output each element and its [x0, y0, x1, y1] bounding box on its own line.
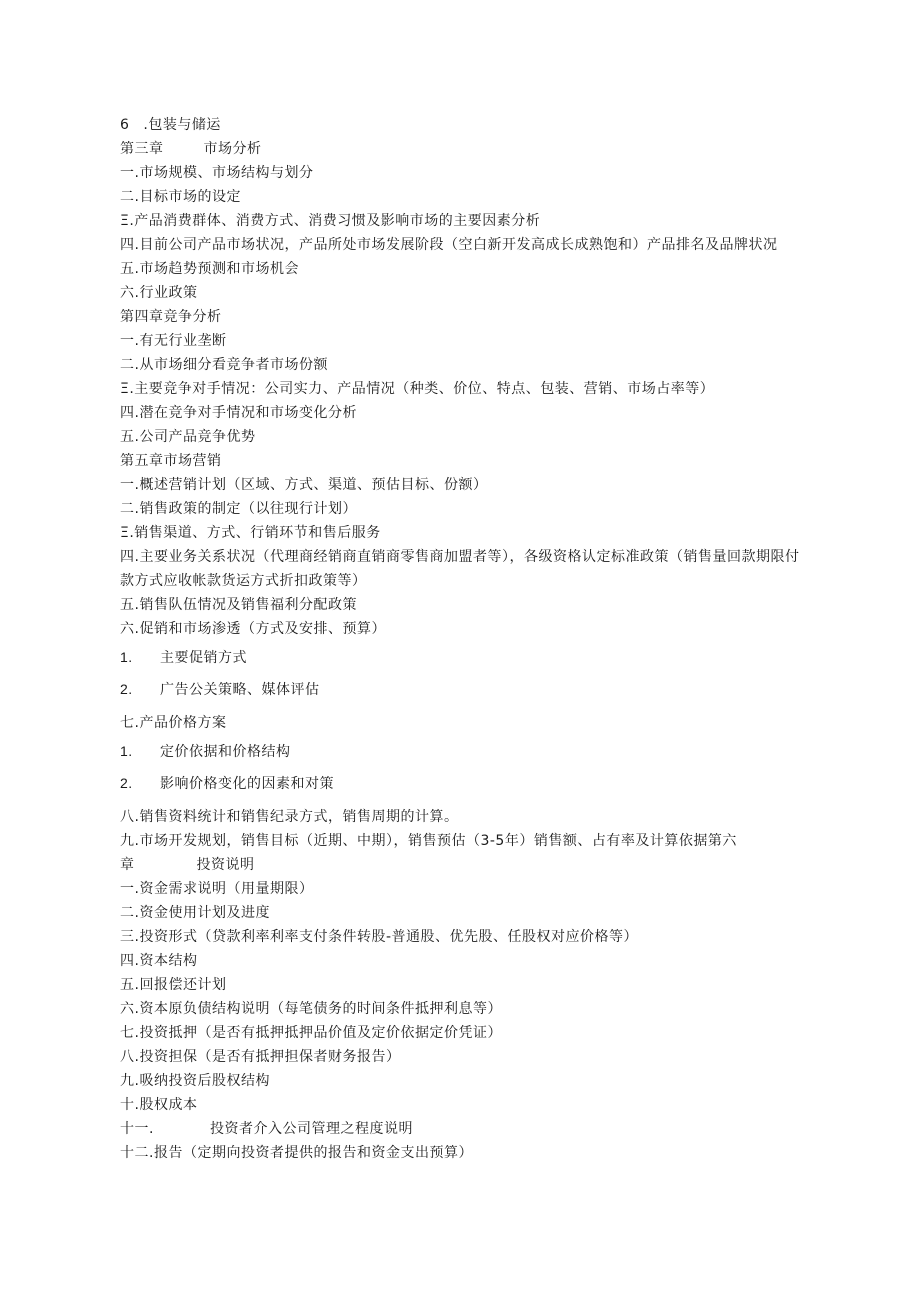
list-item	[120, 741, 800, 762]
text-line: 一.概述营销计划（区域、方式、渠道、预估目标、份额）	[120, 477, 488, 493]
text-line: 四.资本结构	[120, 953, 198, 969]
text-line: 六.资本原负债结构说明（每笔债务的时间条件抵押利息等）	[120, 1001, 502, 1017]
list-number: 2.	[120, 775, 133, 791]
item-number: 十一.	[120, 1121, 154, 1137]
list-number: 1.	[120, 649, 133, 665]
text-line: 十二.报告（定期向投资者提供的报告和资金支出预算）	[120, 1145, 473, 1161]
chapter-4-heading: 第四章竞争分析	[120, 309, 222, 325]
text-line: 二.销售政策的制定（以往现行计划）	[120, 501, 357, 517]
text-line: 八.销售资料统计和销售纪录方式，销售周期的计算。	[120, 809, 459, 825]
text-line: 一.资金需求说明（用量期限）	[120, 881, 314, 897]
list-number: 1.	[120, 743, 133, 759]
text-line: 三.投资形式（贷款利率利率支付条件转股-普通股、优先股、任股权对应价格等）	[120, 929, 638, 945]
text-line: 一.有无行业垄断	[120, 333, 227, 349]
text-line: 一.市场规模、市场结构与划分	[120, 165, 314, 181]
text-line	[120, 1117, 800, 1141]
list-text: 影响价格变化的因素和对策	[160, 776, 334, 792]
section-packaging	[120, 113, 800, 137]
text-line: 四.目前公司产品市场状况，产品所处市场发展阶段（空白新开发高成长成熟饱和）产品排名及品牌状况	[120, 237, 778, 253]
text-line: 六.促销和市场渗透（方式及安排、预算）	[120, 621, 386, 637]
text-line: 九.市场开发规划，销售目标（近期、中期），销售预估（3-5年）销售额、占有率及计算依据第六	[120, 833, 737, 849]
chapter-title: 市场分析	[203, 141, 262, 157]
text-line: 五.销售队伍情况及销售福利分配政策	[120, 597, 357, 613]
text-line: 四.潜在竞争对手情况和市场变化分析	[120, 405, 357, 421]
list-item	[120, 647, 800, 668]
chapter-label: 第三章	[120, 141, 164, 157]
text-line: 二.从市场细分看竞争者市场份额	[120, 357, 328, 373]
text-line: Ξ.产品消费群体、消费方式、消费习惯及影响市场的主要因素分析	[120, 213, 541, 229]
text-line: 五.市场趋势预测和市场机会	[120, 261, 299, 277]
document-body	[120, 113, 800, 1165]
text-line: 四.主要业务关系状况（代理商经销商直销商零售商加盟者等），各级资格认定标准政策（销售量回款期限付款方式应收帐款货运方式折扣政策等）	[120, 549, 800, 589]
text-line: 二.目标市场的设定	[120, 189, 241, 205]
text-line: 二.资金使用计划及进度	[120, 905, 270, 921]
text-line: 七.投资抵押（是否有抵押抵押品价值及定价依据定价凭证）	[120, 1025, 502, 1041]
chapter-3-heading	[120, 137, 800, 161]
item-text: 投资者介入公司管理之程度说明	[209, 1121, 413, 1137]
text-line: Ξ.主要竞争对手情况：公司实力、产品情况（种类、价位、特点、包装、营销、市场占率等）	[120, 381, 715, 397]
text-line: 九.吸纳投资后股权结构	[120, 1073, 270, 1089]
list-item	[120, 679, 800, 700]
list-text: 主要促销方式	[160, 650, 247, 666]
text-line: 八.投资担保（是否有抵押担保者财务报告）	[120, 1049, 401, 1065]
chapter-title: 投资说明	[196, 857, 255, 873]
item-text: .包装与储运	[143, 117, 221, 133]
list-number: 2.	[120, 681, 133, 697]
chapter-6-heading	[120, 853, 800, 877]
text-line: 七.产品价格方案	[120, 715, 227, 731]
chapter-5-heading: 第五章市场营销	[120, 453, 222, 469]
text-line: Ξ.销售渠道、方式、行销环节和售后服务	[120, 525, 381, 541]
item-number: 6	[120, 117, 130, 133]
chapter-label: 章	[120, 857, 135, 873]
text-line: 六.行业政策	[120, 285, 198, 301]
text-line: 十.股权成本	[120, 1097, 198, 1113]
text-line: 五.公司产品竞争优势	[120, 429, 256, 445]
list-item	[120, 773, 800, 794]
list-text: 广告公关策略、媒体评估	[160, 682, 320, 698]
list-text: 定价依据和价格结构	[160, 744, 291, 760]
text-line: 五.回报偿还计划	[120, 977, 227, 993]
